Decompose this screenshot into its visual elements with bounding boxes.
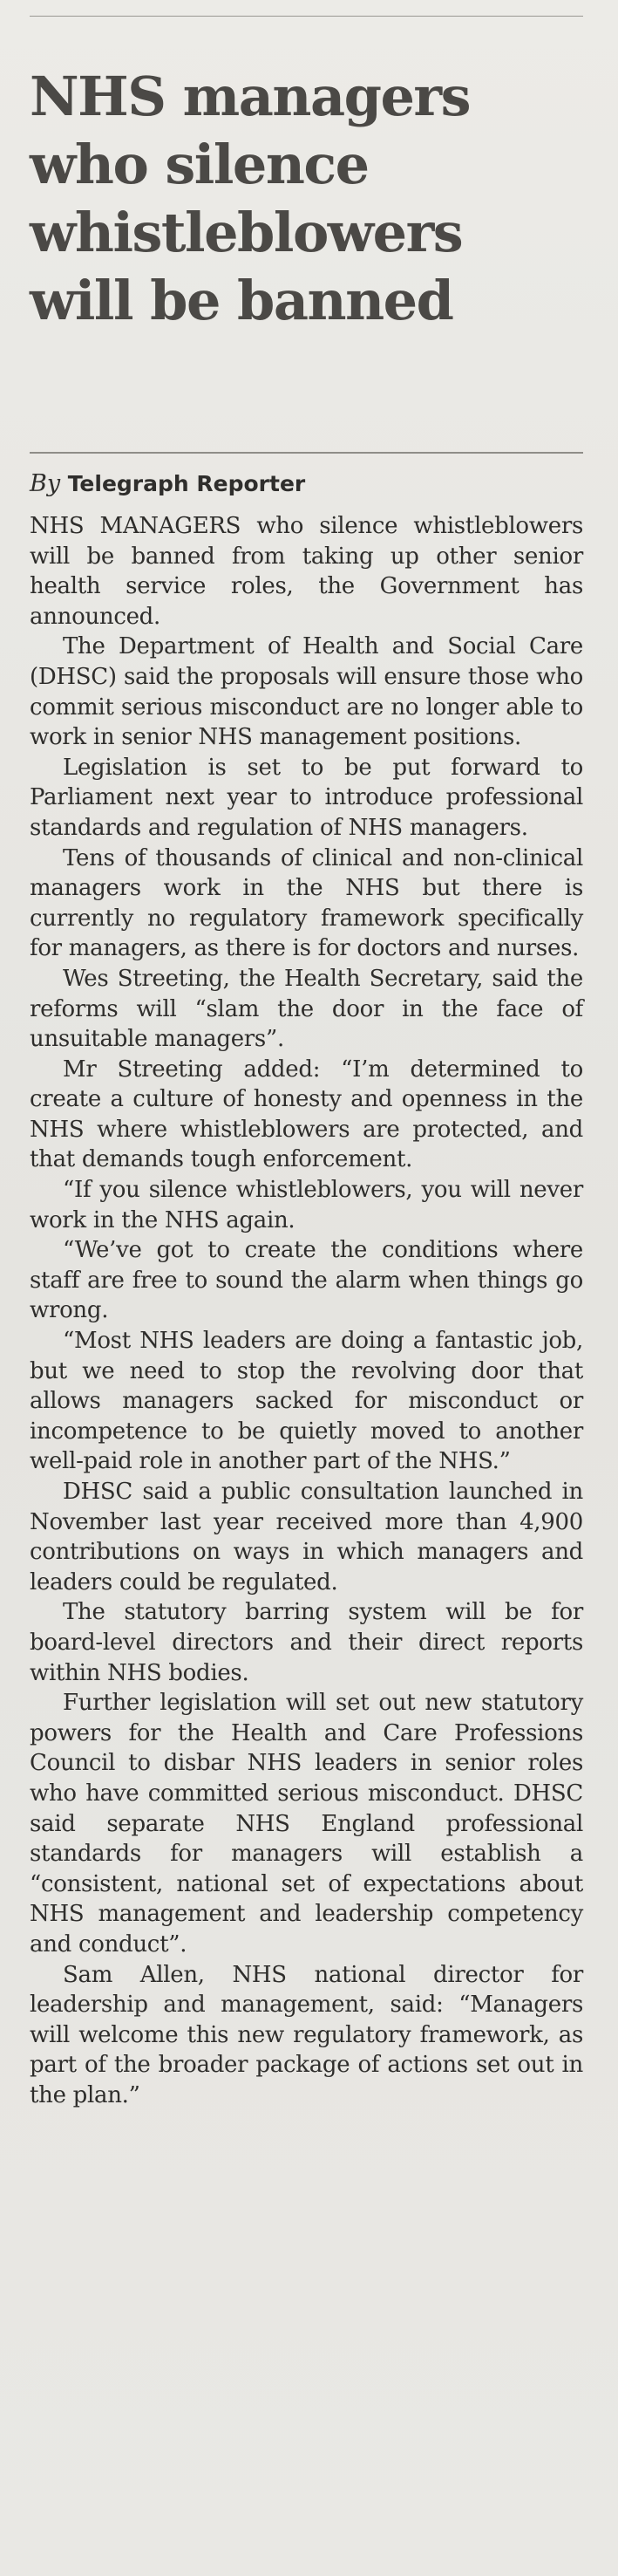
paragraph-text: who silence whistleblowers will be banned from taking up other senior health service roles, the Government has announced. — [30, 513, 583, 630]
paragraph: The statutory barring system will be for board-level directors and their direct reports within NHS bodies. — [30, 1599, 583, 1686]
paragraph: DHSC said a public consultation launched in November last year received more than 4,900 contributions on ways in which managers and leaders could be regulated. — [30, 1479, 583, 1595]
paragraph: Mr Streeting added: “I’m determined to create a culture of honesty and openness in the NHS where whistleblowers are protected, and that demands tough enforcement. — [30, 1056, 583, 1173]
paragraph: The Department of Health and Social Care (DHSC) said the proposals will ensure those who commit serious misconduct are no longer able to work in senior NHS management positions. — [30, 633, 583, 751]
paragraph: “If you silence whistleblowers, you will never work in the NHS again. — [30, 1177, 583, 1233]
paragraph: Wes Streeting, the Health Secretary, said the reforms will “slam the door in the face of unsuitable managers”. — [30, 965, 583, 1053]
paragraph: “We’ve got to create the conditions where staff are free to sound the alarm when things go wrong. — [30, 1237, 583, 1324]
paragraph — [30, 511, 583, 632]
headline — [30, 63, 583, 417]
headline-line: who silence — [30, 133, 369, 196]
headline-line: NHS managers — [30, 65, 471, 128]
top-border-line — [30, 16, 583, 17]
byline — [30, 469, 583, 499]
byline-prefix: By — [30, 470, 61, 497]
headline-line: whistleblowers — [30, 201, 463, 264]
article-body — [30, 511, 583, 2110]
lead-caps: NHS MANAGERS — [30, 513, 241, 539]
byline-name: Telegraph Reporter — [67, 471, 306, 496]
byline-divider — [30, 452, 583, 454]
paragraph: Legislation is set to be put forward to Parliament next year to introduce professional standards and regulation of NHS managers. — [30, 754, 583, 841]
paragraph: Sam Allen, NHS national director for leadership and management, said: “Managers will welcome this new regulatory framework, as part of the broader package of actions set out in the plan.” — [30, 1961, 583, 2108]
headline-line: will be banned — [30, 269, 453, 332]
paragraph: “Most NHS leaders are doing a fantastic job, but we need to stop the revolving door that allows managers sacked for misconduct or incompetence to be quietly moved to another well-paid role in another part of the NHS.” — [30, 1328, 583, 1475]
paragraph: Further legislation will set out new statutory powers for the Health and Care Professions Council to disbar NHS leaders in senior roles who have committed serious misconduct. DHSC said separate NHS England professional standards for managers will establish a “consistent, national set of expectations about NHS management and leadership competency and conduct”. — [30, 1690, 583, 1958]
paragraph: Tens of thousands of clinical and non-clinical managers work in the NHS but there is currently no regulatory framework specifically for managers, as there is for doctors and nurses. — [30, 844, 583, 962]
